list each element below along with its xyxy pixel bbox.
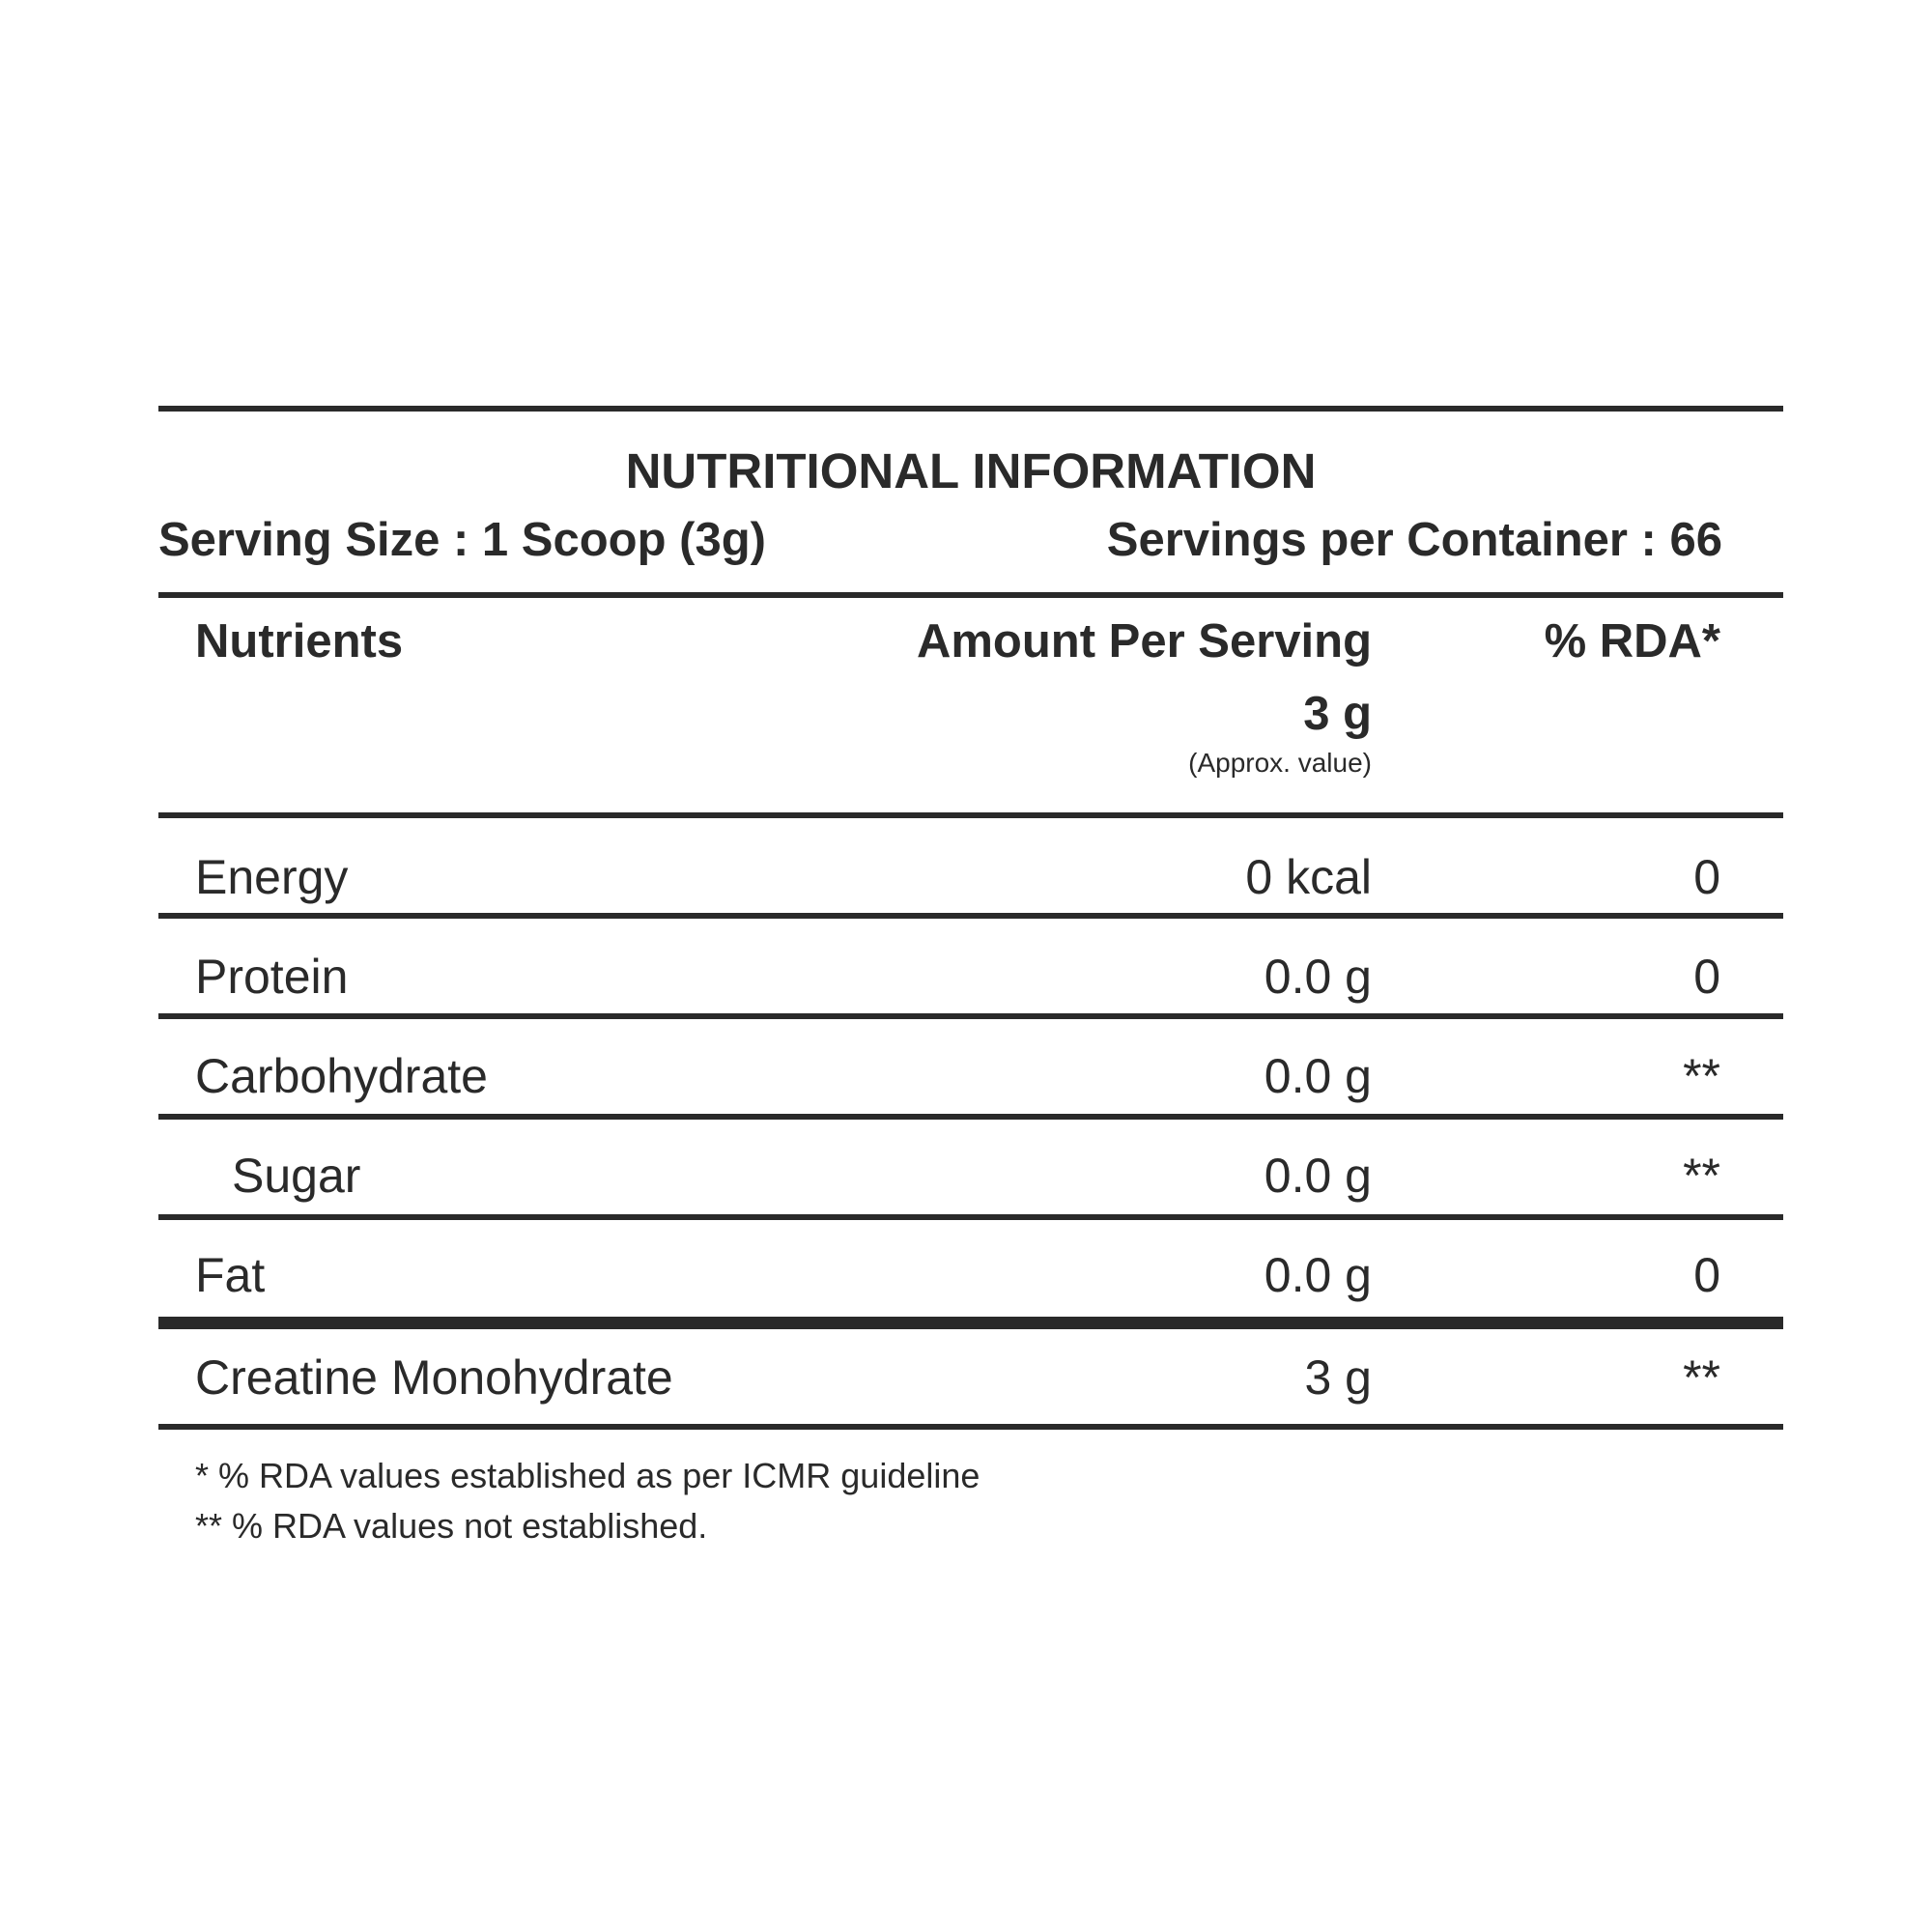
nutrient-amount: 0.0 g [1264, 950, 1372, 1004]
nutrient-name: Creatine Monohydrate [195, 1350, 673, 1405]
nutrient-rda: ** [1683, 1350, 1720, 1405]
panel-title: NUTRITIONAL INFORMATION [625, 443, 1317, 498]
serving-size: Serving Size : 1 Scoop (3g) [158, 514, 766, 566]
row-divider [158, 1214, 1783, 1220]
nutrient-name: Sugar [232, 1149, 361, 1203]
footnote: ** % RDA values not established. [195, 1506, 708, 1546]
top-rule [158, 406, 1783, 412]
column-header-amount: Amount Per Serving [916, 615, 1372, 668]
column-header-nutrients: Nutrients [195, 615, 404, 668]
column-header-rda: % RDA* [1544, 615, 1720, 668]
bottom-rule [158, 1424, 1783, 1430]
nutrient-amount: 0.0 g [1264, 1149, 1372, 1203]
nutrient-name: Protein [195, 950, 349, 1004]
footnote: * % RDA values established as per ICMR guideline [195, 1456, 980, 1495]
nutrient-amount: 0 kcal [1245, 850, 1372, 904]
row-divider [158, 1013, 1783, 1019]
nutrient-amount: 0.0 g [1264, 1248, 1372, 1302]
nutrient-rda: ** [1683, 1049, 1720, 1103]
row-divider [158, 1114, 1783, 1120]
thick-divider [158, 1317, 1783, 1329]
nutrient-amount: 3 g [1304, 1350, 1372, 1405]
nutrient-rda: ** [1683, 1149, 1720, 1203]
nutrient-rda: 0 [1693, 1248, 1720, 1302]
nutrient-name: Energy [195, 850, 349, 904]
header-bottom-rule [158, 812, 1783, 818]
nutrient-rda: 0 [1693, 850, 1720, 904]
nutrient-amount: 0.0 g [1264, 1049, 1372, 1103]
row-divider [158, 913, 1783, 919]
header-top-rule [158, 592, 1783, 598]
nutrient-name: Fat [195, 1248, 266, 1302]
servings-per-container: Servings per Container : 66 [1106, 514, 1722, 566]
nutrient-rda: 0 [1693, 950, 1720, 1004]
nutrient-name: Carbohydrate [195, 1049, 488, 1103]
serving-amount-value: 3 g [1303, 688, 1372, 740]
approx-note: (Approx. value) [1188, 748, 1372, 778]
